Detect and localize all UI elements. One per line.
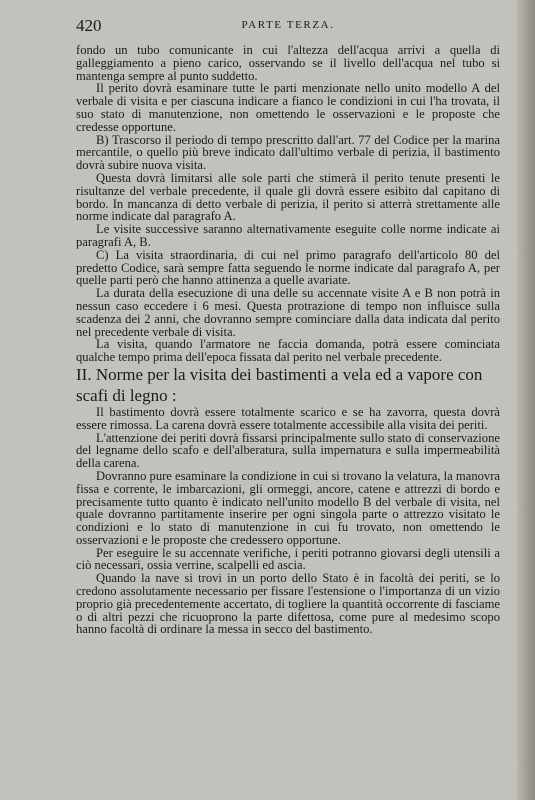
- page-number: 420: [76, 16, 102, 35]
- paragraph: Il bastimento dovrà essere totalmente scarico e se ha zavorra, questa dovrà essere rimossa. La carena dovrà essere totalmente accessibile alla visita dei periti.: [76, 404, 500, 432]
- paragraph: Le visite successive saranno alternativamente eseguite colle norme indicate ai paragrafi A, B.: [76, 222, 500, 249]
- paragraph: Quando la nave si trovi in un porto dello Stato è in facoltà dei periti, se lo credono assolutamente necessario per fissare l'estensione o l'importanza di un vizio proprio già precedentemente accertato, di togliere la quantità occorrente di fasciame o di altri pezzi che ricuoprono la parte difettosa, come pure al medesimo scopo hanno facoltà di ordinare la messa in secco del bastimento.: [76, 571, 500, 637]
- running-header: [76, 16, 500, 38]
- paragraph: Per eseguire le su accennate verifiche, i periti potranno giovarsi degli utensili a ciò necessari, ossia verrine, scalpelli ed ascia.: [76, 545, 500, 573]
- paragraph: B) Trascorso il periodo di tempo prescritto dall'art. 77 del Codice per la marina mercantile, o quello più breve indicato dall'ultimo verbale di perizia, il bastimento dovrà subire nuova visita.: [76, 132, 500, 173]
- paragraph: Questa dovrà limitarsi alle sole parti che stimerà il perito tenute presenti le risultanze del verbale precedente, il quale gli dovrà essere esibito dal capitano di bordo. In mancanza di detto verbale di perizia, il perito si atterrà strettamente alle norme indicate dal paragrafo A.: [76, 170, 500, 224]
- paragraph: La visita, quando l'armatore ne faccia domanda, potrà essere cominciata qualche tempo prima dell'epoca fissata dal perito nel verbale precedente.: [76, 337, 500, 365]
- paragraph: Il perito dovrà esaminare tutte le parti menzionate nello unito modello A del verbale di visita e per ciascuna indicare a fianco le condizioni in cui l'ha trovata, il suo stato di manutenzione, non omettendo le osservazioni e le proposte che credesse opportune.: [76, 81, 500, 134]
- section-heading: II. Norme per la visita dei bastimenti a vela ed a vapore con scafi di legno :: [76, 364, 483, 405]
- paragraph: Dovranno pure esaminare la condizione in cui si trovano la velatura, la manovra fissa e corrente, le imbarcazioni, gli ormeggi, ancore, catene e attrezzi di bordo e precisamente tutto quanto è indicato nell'unito modello B del verbale di visita, nel quale dovranno partitamente inserire per ogni singola parte o attrezzo visitato le condizioni e lo stato di manutenzione in cui fu trovato, non omettendo le osservazioni e le proposte che credessero opportune.: [76, 468, 500, 547]
- page-edge: [517, 0, 535, 800]
- paragraph: La durata della esecuzione di una delle su accennate visite A e B non potrà in nessun caso eccedere i 6 mesi. Questa protrazione di tempo non influisce sulla scadenza dei 2 anni, che dovranno sempre cominciare dalla data indicata dal perito nel precedente verbale di visita.: [76, 286, 500, 339]
- paragraph: L'attenzione dei periti dovrà fissarsi principalmente sullo stato di conservazione del legname dello scafo e dell'alberatura, sulla impernatura e sulla impermeabilità della carena.: [76, 430, 500, 471]
- paragraph: C) La visita straordinaria, di cui nel primo paragrafo dell'articolo 80 del predetto Codice, sarà sempre fatta seguendo le norme indicate dal paragrafo A, per quelle parti però che hanno attinenza a quelle avariate.: [76, 247, 500, 288]
- running-title: PARTE TERZA.: [241, 19, 335, 31]
- paragraph: fondo un tubo comunicante in cui l'altezza dell'acqua arrivi a quella di galleggiamento a pieno carico, osservando se il livello dell'acqua nel tubo si mantenga sempre al punto suddetto.: [76, 43, 500, 83]
- body-text: [76, 44, 500, 636]
